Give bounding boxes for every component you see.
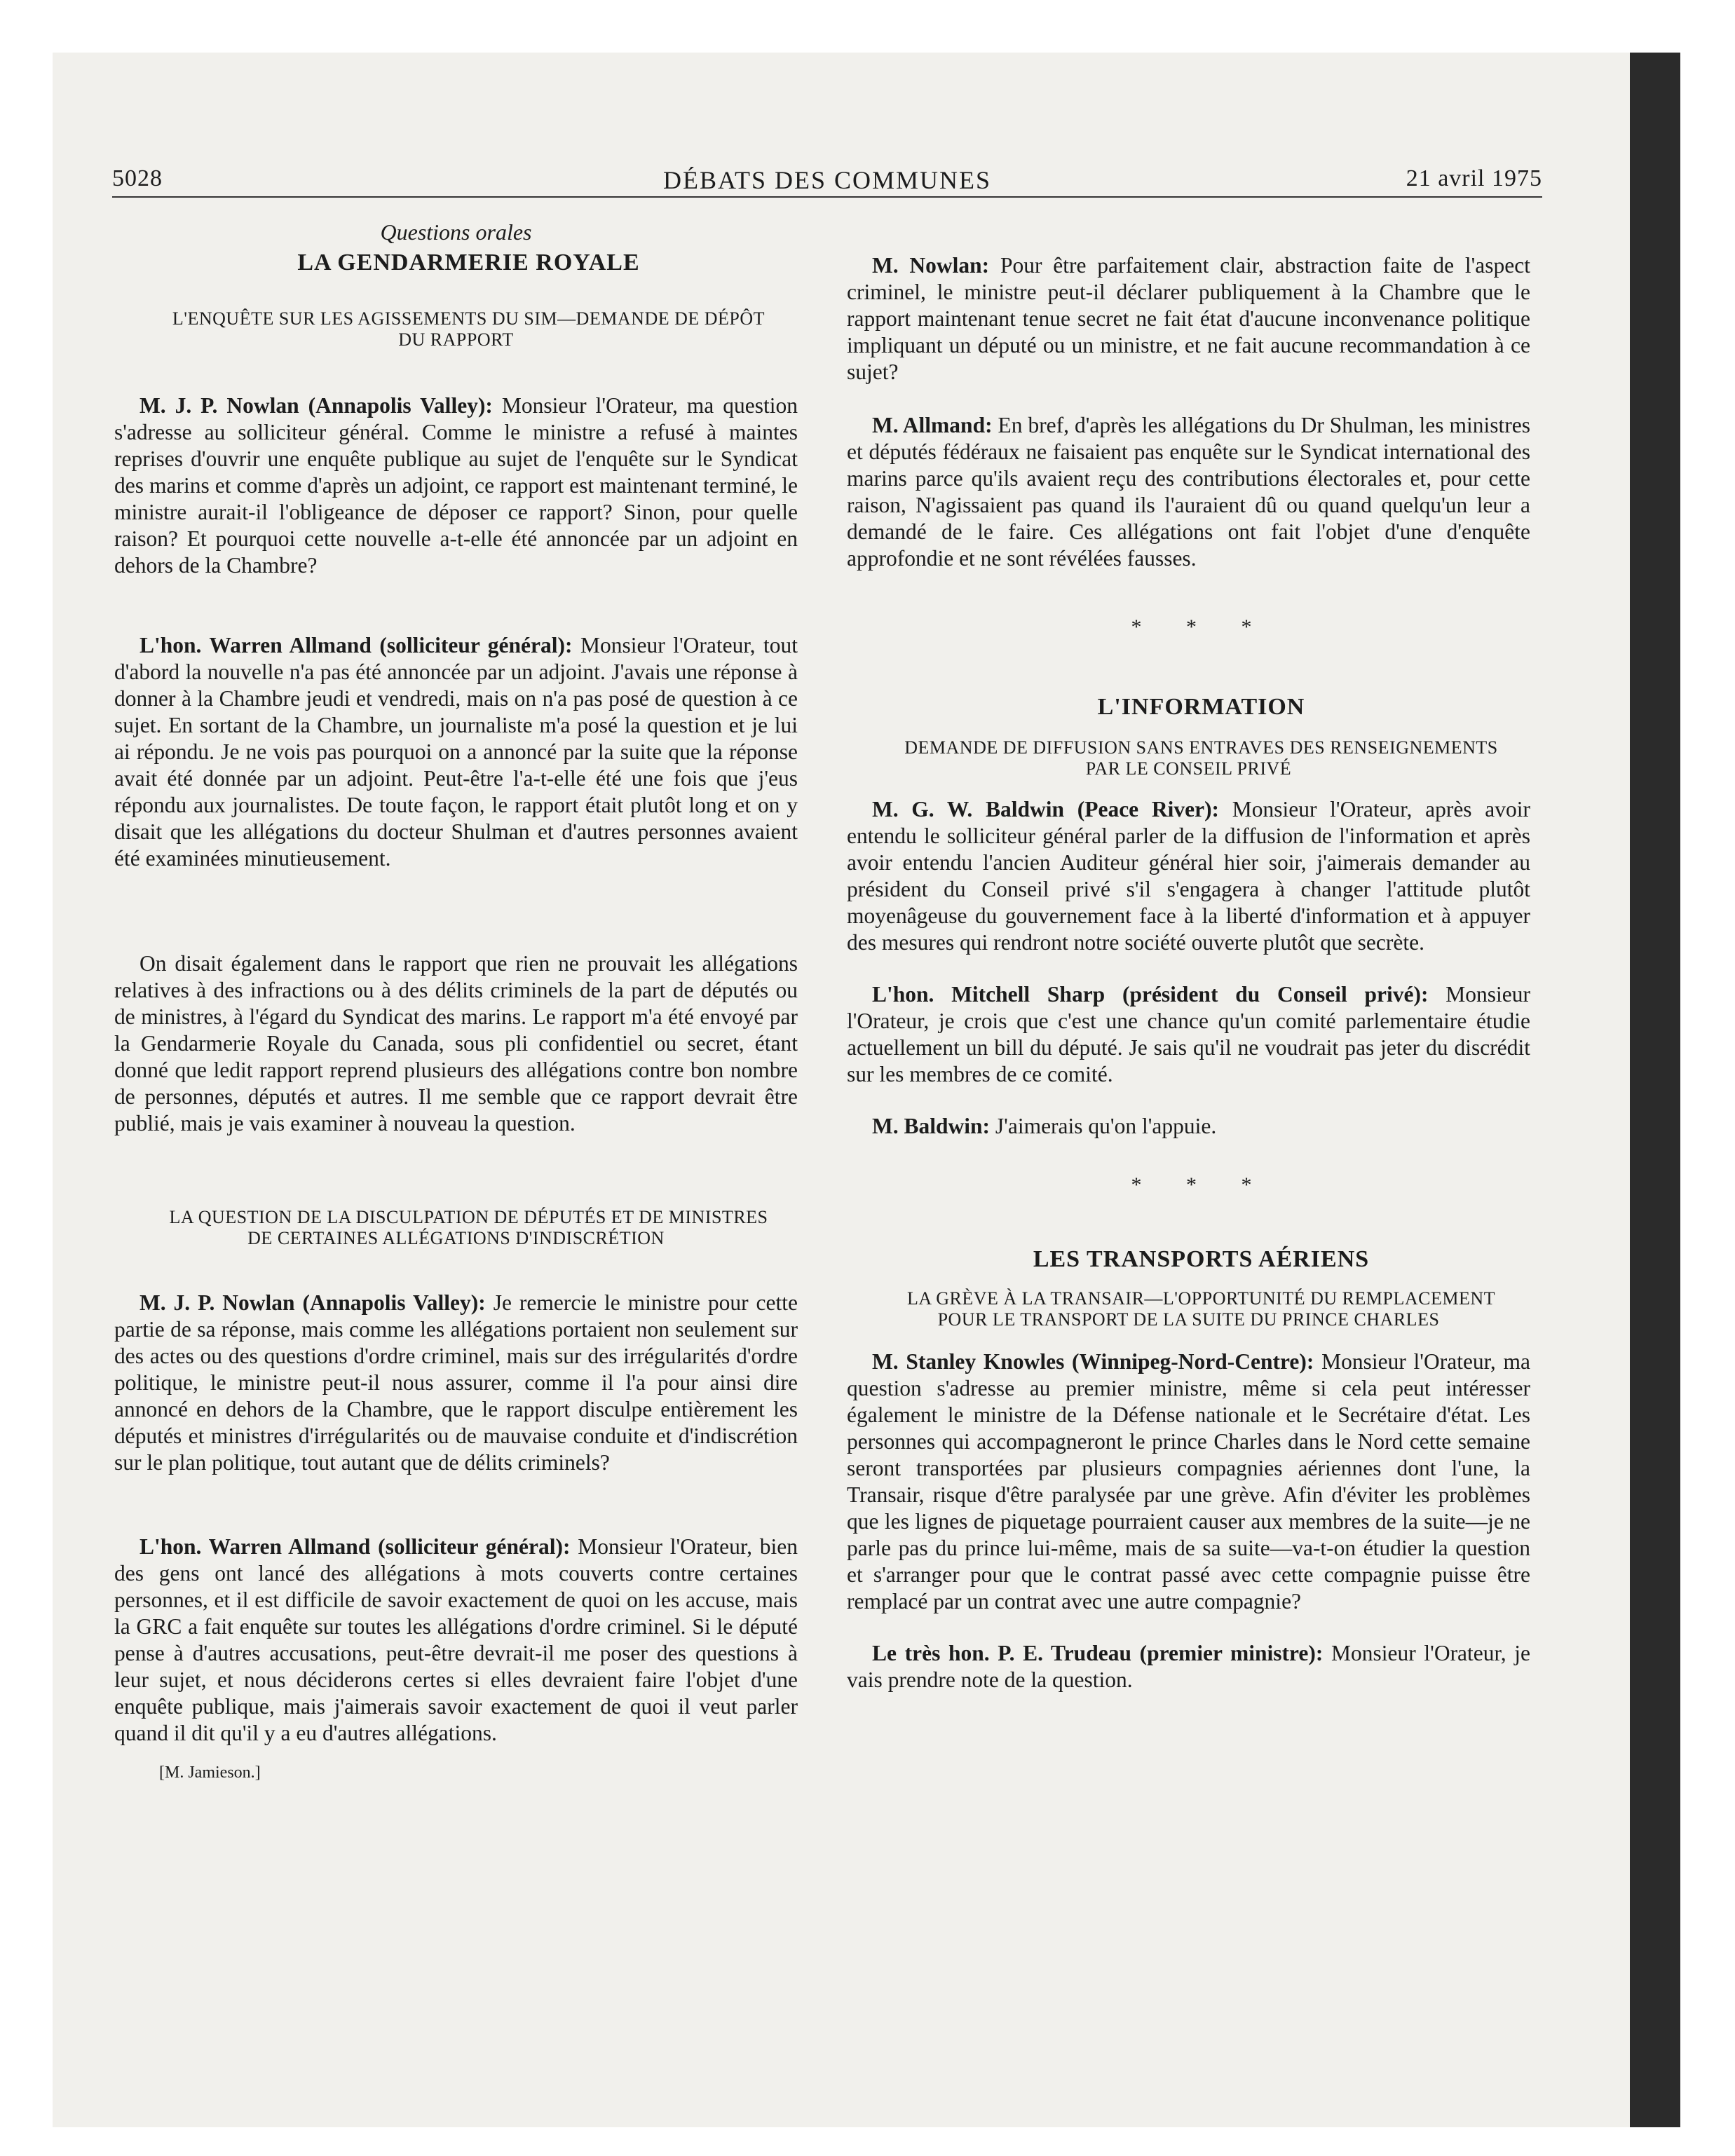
section-separator: * * * (1131, 1173, 1272, 1196)
paragraph (114, 1534, 798, 1747)
speaker: Le très hon. P. E. Trudeau (premier ministre): (872, 1641, 1324, 1665)
paragraph (847, 1113, 1530, 1140)
paragraph (114, 632, 798, 872)
speech: Monsieur l'Orateur, tout d'abord la nouvelle n'a pas été annoncée par un adjoint. J'avais une réponse à donner à la Chambre jeudi et vendredi, mais on n'a pas posé de question à ce sujet. En sortant de la Chambre, un journaliste m'a posé la question et je lui ai répondu. Je ne vois pas pourquoi on a annoncé par la suite que la réponse avait été donnée par un adjoint. Peut-être l'a-t-elle été une fois que j'eus répondu aux journalistes. De toute façon, le rapport était plutôt long et on y disait que les allégations du docteur Shulman et d'autres personnes avaient été examinées minutieusement. (114, 633, 798, 871)
speaker: M. Allmand: (872, 413, 993, 437)
right-column (847, 252, 1530, 1693)
speech: Pour être parfaitement clair, abstraction faite de l'aspect criminel, le ministre peut-il déclarer publiquement à la Chambre que le rapport maintenant tenue secret ne fait état d'aucune inconvenance politique impliquant un député ou un ministre, et ne fait aucune recommandation à ce sujet? (847, 253, 1530, 384)
subheading: DEMANDE DE DIFFUSION SANS ENTRAVES DES RENSEIGNEMENTS PAR LE CONSEIL PRIVÉ (904, 737, 1498, 779)
paragraph (847, 252, 1530, 386)
scan-edge (1630, 53, 1680, 2127)
subheading: LA GRÈVE À LA TRANSAIR—L'OPPORTUNITÉ DU REMPLACEMENT POUR LE TRANSPORT DE LA SUITE DU PRINCE CHARLES (907, 1288, 1495, 1330)
section-separator: * * * (1131, 615, 1272, 639)
section-title: LES TRANSPORTS AÉRIENS (1033, 1246, 1370, 1272)
speaker: M. G. W. Baldwin (Peace River): (872, 797, 1220, 821)
speech: En bref, d'après les allégations du Dr Shulman, les ministres et députés fédéraux ne faisaient pas enquête sur le Syndicat international des marins parce qu'ils avaient reçu des contributions électorales et, pour cette raison, N'agissaient pas quand ils l'auraient dû ou quand quelqu'un leur a demandé de le faire. Ces allégations ont fait l'objet d'une d'enquête approfondie et ne sont révélées fausses. (847, 413, 1530, 571)
speech: Je remercie le ministre pour cette partie de sa réponse, mais comme les allégations portaient non seulement sur des actes ou des questions d'ordre criminel, mais sur des irrégularités d'ordre politique, le ministre peut-il nous assurer, comme il l'a pour ainsi dire annoncé en dehors de la Chambre, que le rapport disculpe entièrement les députés et ministres d'irrégularités ou de mauvaise conduite et d'indiscrétion sur le plan politique, tout autant que de délits criminels? (114, 1290, 798, 1475)
page-number: 5028 (112, 165, 163, 191)
speech: On disait également dans le rapport que rien ne prouvait les allégations relatives à des infractions ou à des délits criminels de la part de députés ou de ministres, à l'égard du Syndicat des marins. Le rapport m'a été envoyé par la Gendarmerie Royale du Canada, sous pli confidentiel ou secret, étant donné que ledit rapport reprend plusieurs des allégations contre bon nombre de personnes, députés et autres. Il me semble que ce rapport devrait être publié, mais je vais examiner à nouveau la question. (114, 951, 798, 1135)
left-column (114, 219, 798, 1786)
paragraph (847, 981, 1530, 1088)
section-label: Questions orales (380, 219, 532, 245)
running-header (112, 163, 1542, 198)
speaker: M. J. P. Nowlan (Annapolis Valley): (140, 393, 493, 418)
speech: Monsieur l'Orateur, je crois que c'est une chance qu'un comité parlementaire étudie actuellement un bill du député. Je sais qu'il ne voudrait pas jeter du discrédit sur les membres de ce comité. (847, 982, 1531, 1086)
paragraph (847, 796, 1530, 956)
paragraph (847, 412, 1530, 572)
footnote: [M. Jamieson.] (159, 1763, 261, 1782)
speech: Monsieur l'Orateur, bien des gens ont lancé des allégations à mots couverts contre certaines personnes, et il est difficile de savoir exactement de quoi on les accuse, mais la GRC a fait enquête sur toutes les allégations d'ordre criminel. Si le député pense à d'autres accusations, peut-être devrait-il me poser des questions à leur sujet, et nous déciderons certes si elles devraient faire l'objet d'une enquête publique, mais j'aimerais savoir exactement de quoi il veut parler quand il dit qu'il y a eu d'autres allégations. (114, 1534, 798, 1745)
speech: Monsieur l'Orateur, ma question s'adresse au premier ministre, même si cela peut intéresser également le ministre de la Défense nationale et le Secrétaire d'état. Les personnes qui accompagneront le prince Charles dans le Nord cette semaine seront transportées par plusieurs compagnies aériennes dont l'une, la Transair, risque d'être paralysée par une grève. Afin d'éviter les problèmes que les lignes de piquetage pourraient causer aux membres de la suite—je ne parle pas du prince lui-même, mais de sa suite—va-t-on étudier la question et s'arranger pour que le contrat passé avec cette compagnie puisse être remplacé par un contrat avec une autre compagnie? (847, 1349, 1530, 1613)
paragraph (114, 1290, 798, 1476)
paragraph (114, 950, 798, 1137)
speaker: M. Baldwin: (872, 1114, 991, 1138)
speaker: M. Nowlan: (872, 253, 990, 278)
publication-title: DÉBATS DES COMMUNES (662, 166, 992, 194)
speech: Monsieur l'Orateur, après avoir entendu le solliciteur général parler de la diffusion de l'information et après avoir entendu l'ancien Auditeur général hier soir, j'aimerais demander au président du Conseil privé s'il s'engagera à changer l'attitude plutôt moyenâgeuse du gouvernement face à la liberté d'information et à appuyer des mesures qui rendront notre société ouverte plutôt que secrète. (847, 797, 1530, 955)
speaker: L'hon. Mitchell Sharp (président du Conseil privé): (872, 982, 1429, 1007)
paragraph (847, 1349, 1530, 1615)
section-title: LA GENDARMERIE ROYALE (297, 250, 640, 275)
speaker: M. J. P. Nowlan (Annapolis Valley): (140, 1290, 486, 1315)
speaker: M. Stanley Knowles (Winnipeg-Nord-Centre): (872, 1349, 1314, 1374)
subheading: L'ENQUÊTE SUR LES AGISSEMENTS DU SIM—DEMANDE DE DÉPÔT DU RAPPORT (172, 308, 766, 350)
issue-date: 21 avril 1975 (1406, 165, 1542, 191)
paragraph (114, 393, 798, 579)
speech: Monsieur l'Orateur, ma question s'adresse au solliciteur général. Comme le ministre a refusé à maintes reprises d'ouvrir une enquête publique au sujet de l'enquête sur le Syndicat des marins et comme d'après un adjoint, ce rapport est maintenant terminé, le ministre aurait-il l'obligeance de déposer ce rapport? Sinon, pour quelle raison? Et pourquoi cette nouvelle a-t-elle été annoncée par un adjoint en dehors de la Chambre? (114, 393, 798, 578)
speaker: L'hon. Warren Allmand (solliciteur général): (140, 633, 573, 657)
speaker: L'hon. Warren Allmand (solliciteur général): (140, 1534, 571, 1559)
speech: J'aimerais qu'on l'appuie. (990, 1114, 1217, 1138)
section-title: L'INFORMATION (1097, 694, 1305, 720)
subheading: LA QUESTION DE LA DISCULPATION DE DÉPUTÉS ET DE MINISTRES DE CERTAINES ALLÉGATIONS D'INDISCRÉTION (169, 1207, 768, 1248)
paragraph (847, 1640, 1530, 1693)
speech: Monsieur l'Orateur, je vais prendre note de la question. (847, 1641, 1530, 1692)
